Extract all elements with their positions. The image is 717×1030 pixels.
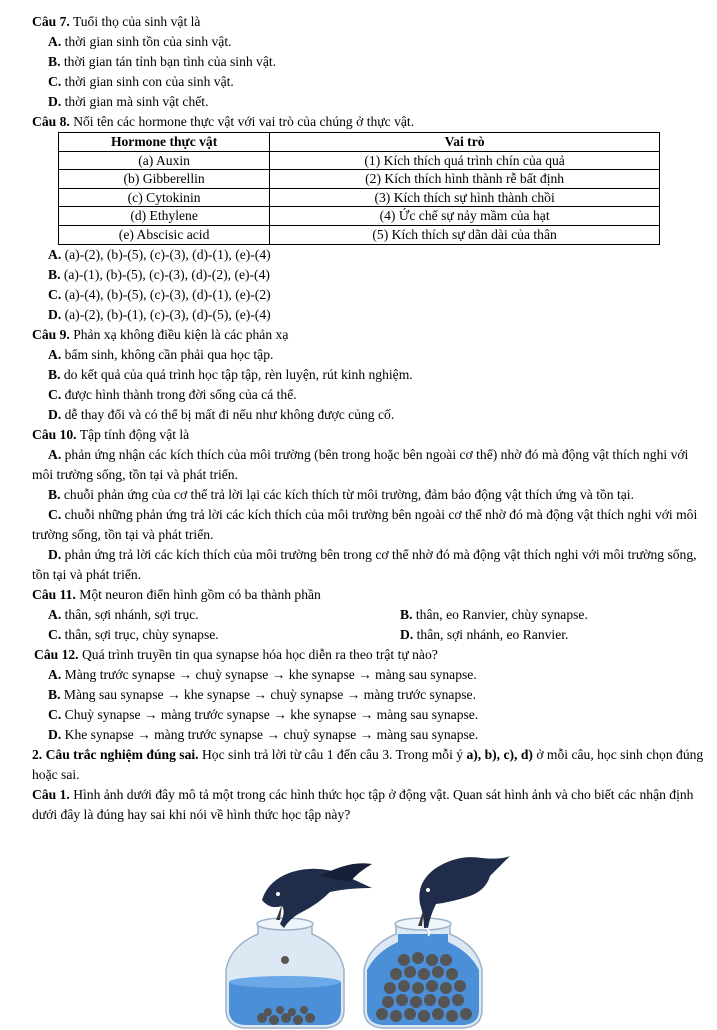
option-12c: C. Chuỳ synapse → màng trước synapse → khe synapse → màng sau synapse. xyxy=(48,706,479,722)
option-10b: B. chuỗi phản ứng của cơ thể trả lời lại các kích thích từ môi trường, đảm bảo động vật thích ứng và tồn tại. xyxy=(48,486,634,502)
option-7b: B. thời gian tán tỉnh bạn tình của sinh vật. xyxy=(48,54,277,69)
question-9 xyxy=(0,325,717,345)
left-crow xyxy=(262,863,372,928)
section-2-heading: 2. Câu trắc nghiệm đúng sai. Học sinh trả lời từ câu 1 đến câu 3. Trong mỗi ý a), b), c), d) ở mỗi câu, học sinh chọn đúng hoặc sai. xyxy=(32,746,704,782)
question-11 xyxy=(0,585,717,605)
option-7c: C. thời gian sinh con của sinh vật. xyxy=(48,74,234,89)
option-9a: A. bẩm sinh, không cần phải qua học tập. xyxy=(48,346,274,362)
option-7a: A. thời gian sinh tồn của sinh vật. xyxy=(48,34,232,49)
question-stem: Quá trình truyền tin qua synapse hóa học diễn ra theo trật tự nào? xyxy=(81,646,438,662)
table-row xyxy=(59,151,660,170)
option-8b: B. (a)-(1), (b)-(5), (c)-(3), (d)-(2), (e)-(4) xyxy=(48,266,270,282)
option-9b: B. do kết quả của quá trình học tập tập, rèn luyện, rút kinh nghiệm. xyxy=(48,366,413,382)
option-11a: A. thân, sợi nhánh, sợi trục. xyxy=(48,606,199,622)
table-row xyxy=(59,188,660,207)
question-number: Câu 10. xyxy=(32,426,77,442)
question-stem: Nối tên các hormone thực vật với vai trò của chúng ở thực vật. xyxy=(73,114,415,129)
question-number: Câu 9. xyxy=(32,326,70,342)
crow-pitcher-illustration xyxy=(0,842,717,1030)
table-header-row xyxy=(59,133,660,152)
table-cell: (b) Gibberellin xyxy=(59,170,270,189)
option-10c: C. chuỗi những phản ứng trả lời các kích thích của môi trường bên ngoài cơ thể nhờ đó mà động vật thích nghi với môi trường sống, tồn tại và phát triển. xyxy=(32,506,698,542)
table-header: Hormone thực vật xyxy=(59,133,270,152)
option-9c: C. được hình thành trong đời sống của cá thể. xyxy=(48,386,297,402)
right-jar xyxy=(364,918,482,1028)
option-12a: A. Màng trước synapse → chuỳ synapse → khe synapse → màng sau synapse. xyxy=(48,666,477,682)
question-stem: Một neuron điển hình gồm có ba thành phần xyxy=(79,586,321,602)
table-cell: (5) Kích thích sự dãn dài của thân xyxy=(270,225,660,244)
options-row xyxy=(0,605,717,625)
option-12b: B. Màng sau synapse → khe synapse → chuỳ synapse → màng trước synapse. xyxy=(48,686,476,702)
table-cell: (4) Ức chế sự nảy mầm của hạt xyxy=(270,207,660,226)
question-number: Câu 12. xyxy=(34,646,79,662)
table-cell: (c) Cytokinin xyxy=(59,188,270,207)
table-cell: (e) Abscisic acid xyxy=(59,225,270,244)
question-number: Câu 11. xyxy=(32,586,76,602)
table-cell: (d) Ethylene xyxy=(59,207,270,226)
question-number: Câu 7. xyxy=(32,14,70,29)
question-stem: Hình ảnh dưới đây mô tả một trong các hình thức học tập ở động vật. Quan sát hình ảnh và cho biết các nhận định dưới đây là đúng hay sai khi nói về hình thức học tập này? xyxy=(32,786,694,822)
option-11d: D. thân, sợi nhánh, eo Ranvier. xyxy=(400,626,569,642)
table-cell: (1) Kích thích quá trình chín của quả xyxy=(270,151,660,170)
question-8 xyxy=(0,112,717,132)
question-s2-1 xyxy=(0,785,717,825)
option-8d: D. (a)-(2), (b)-(1), (c)-(3), (d)-(5), (e)-(4) xyxy=(48,306,271,322)
question-7 xyxy=(0,12,717,32)
question-number: Câu 1. xyxy=(32,786,70,802)
table-cell: (a) Auxin xyxy=(59,151,270,170)
option-7d: D. thời gian mà sinh vật chết. xyxy=(48,94,209,109)
option-10a: A. phản ứng nhận các kích thích của môi trường (bên trong hoặc bên ngoài cơ thể) nhờ đó mà động vật thích nghi với môi trường sống, tồn tại và phát triển. xyxy=(32,446,689,482)
table-cell: (2) Kích thích hình thành rễ bất định xyxy=(270,170,660,189)
option-10d: D. phản ứng trả lời các kích thích của môi trường bên trong cơ thể nhờ đó mà động vật thích nghi với môi trường sống, tồn tại và phát triển. xyxy=(32,546,697,582)
question-stem: Phản xạ không điều kiện là các phản xạ xyxy=(73,326,289,342)
table-header: Vai trò xyxy=(270,133,660,152)
hormone-table xyxy=(58,132,660,245)
option-11b: B. thân, eo Ranvier, chùy synapse. xyxy=(400,606,588,622)
option-12d: D. Khe synapse → màng trước synapse → chuỳ synapse → màng sau synapse. xyxy=(48,726,479,742)
option-11c: C. thân, sợi trục, chùy synapse. xyxy=(48,626,219,642)
question-stem: Tuổi thọ của sinh vật là xyxy=(72,14,201,29)
table-row xyxy=(59,207,660,226)
options-row xyxy=(0,625,717,645)
question-10 xyxy=(0,425,717,445)
table-row xyxy=(59,225,660,244)
question-number: Câu 8. xyxy=(32,114,70,129)
left-jar xyxy=(226,918,344,1028)
question-12 xyxy=(0,645,717,665)
table-row xyxy=(59,170,660,189)
option-8c: C. (a)-(4), (b)-(5), (c)-(3), (d)-(1), (e)-(2) xyxy=(48,286,271,302)
option-9d: D. dễ thay đổi và có thể bị mất đi nếu như không được củng cố. xyxy=(48,406,395,422)
question-stem: Tập tính động vật là xyxy=(79,426,190,442)
option-8a: A. (a)-(2), (b)-(5), (c)-(3), (d)-(1), (e)-(4) xyxy=(48,246,271,262)
table-cell: (3) Kích thích sự hình thành chồi xyxy=(270,188,660,207)
section-title: 2. Câu trắc nghiệm đúng sai. xyxy=(32,746,199,762)
